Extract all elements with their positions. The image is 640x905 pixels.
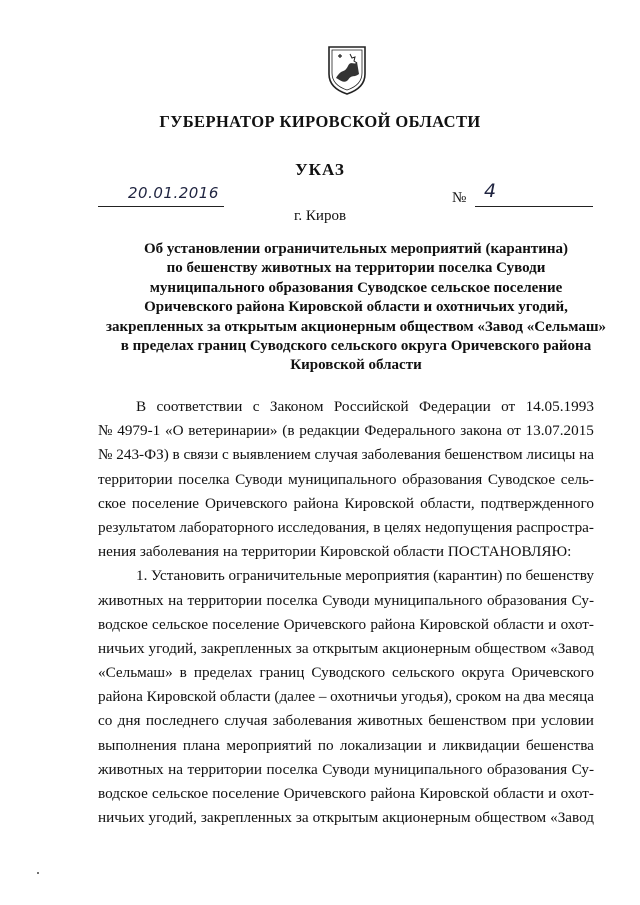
body-word: района	[98, 688, 143, 706]
body-word: ничьих	[98, 639, 145, 657]
title-line: в пределах границ Суводского сельского округа Оричевского района	[120, 338, 592, 355]
body-word: целях	[384, 518, 422, 536]
body-line	[98, 589, 594, 613]
body-word: Су-	[571, 591, 594, 609]
body-line	[98, 613, 594, 637]
body-word: района	[370, 785, 416, 802]
body-line	[98, 685, 594, 709]
body-word: водское	[98, 785, 148, 802]
body-word: подтвержденного	[480, 494, 594, 512]
body-word: Суводи	[322, 760, 370, 778]
body-line	[98, 709, 594, 733]
body-word: Оричевского	[511, 664, 594, 682]
body-word: плана	[182, 736, 221, 754]
body-word: 13.07.2015	[525, 422, 594, 440]
body-word: на	[579, 446, 594, 464]
body-word: Кировской	[344, 494, 415, 512]
body-word: Законом	[269, 398, 324, 415]
body-word: границ	[259, 664, 305, 682]
body-word: случая	[224, 712, 268, 730]
body-word: сельского	[392, 664, 455, 682]
body-word: исследования,	[277, 518, 370, 536]
body-word: сельское	[152, 615, 209, 633]
body-word: угодья),	[401, 688, 453, 706]
body-word: животных	[98, 591, 164, 609]
body-word: Оричевского	[204, 494, 288, 512]
body-line	[98, 395, 594, 419]
title-line: Об установлении ограничительных мероприятий (карантина)	[143, 241, 568, 257]
body-word: муниципального	[288, 470, 397, 488]
body-word: от	[501, 398, 516, 415]
body-word: акционерным	[382, 639, 471, 657]
body-word: месяца	[548, 688, 594, 706]
body-word: №	[98, 446, 113, 464]
body-word: на	[168, 591, 183, 609]
body-word: Российской	[333, 398, 409, 415]
body-word: территории	[187, 591, 263, 609]
body-word: поселение	[212, 615, 280, 633]
body-word: при	[511, 712, 536, 730]
body-word: Суводское	[487, 470, 556, 488]
body-word: в	[179, 664, 187, 682]
body-word: муниципального	[374, 591, 483, 609]
body-word: водское	[98, 615, 148, 633]
body-word: (далее	[274, 688, 316, 706]
body-word: образования	[402, 470, 483, 488]
body-word: 1.	[136, 567, 148, 585]
body-line	[98, 637, 594, 661]
body-word: Суводского	[311, 664, 386, 682]
body-word: 14.05.1993	[525, 398, 594, 415]
body-word: бешенством	[444, 446, 523, 464]
body-word: «Сельмаш»	[98, 664, 173, 682]
body-word: по	[506, 567, 522, 585]
body-word: пределах	[193, 664, 253, 682]
body-word: животных	[98, 760, 164, 778]
body-word: Суводи	[322, 591, 370, 609]
body-word: недопущения	[425, 518, 513, 536]
body-line	[98, 564, 594, 588]
body-word: в	[373, 518, 381, 536]
number-label: №	[452, 190, 467, 206]
decree-title	[96, 240, 616, 376]
body-word: сель-	[560, 470, 594, 488]
body-word: редакции	[299, 422, 360, 440]
body-word: Су-	[571, 760, 594, 778]
body-word: ограничительные	[228, 567, 342, 585]
title-line: закрепленных за открытым акционерным обществом «Завод «Сельмаш»	[105, 318, 607, 335]
body-word: округа	[461, 664, 505, 682]
body-word: поселка	[178, 470, 230, 488]
body-word: ветеринарии»	[188, 422, 278, 440]
decree-body	[98, 395, 594, 830]
body-word: условии	[540, 712, 594, 730]
body-word: два	[523, 688, 545, 706]
body-word: муниципального	[374, 760, 483, 778]
body-word: случая	[314, 446, 358, 464]
body-word: с	[222, 446, 229, 464]
body-word: области	[493, 615, 545, 633]
body-word: Установить	[151, 567, 225, 585]
body-line	[98, 806, 594, 830]
body-word: распростра-	[516, 518, 594, 536]
body-word: области,	[420, 494, 475, 512]
body-word: обществом	[474, 809, 547, 827]
body-word: угодий,	[148, 809, 197, 827]
title-line: Оричевского района Кировской области и охотничьих угодий,	[144, 299, 568, 316]
body-line	[98, 734, 594, 758]
scan-speck	[37, 872, 39, 874]
city-line: г. Киров	[293, 208, 347, 224]
body-word: на	[504, 688, 520, 706]
body-word: ликвидации	[442, 736, 520, 754]
body-word: (карантин)	[433, 567, 503, 585]
body-word: Кировской	[419, 785, 490, 802]
body-word: по	[317, 736, 334, 754]
body-word: ничьих	[98, 809, 145, 827]
body-word: открытым	[312, 639, 379, 657]
body-word: Суводи	[235, 470, 283, 488]
body-word: локализации	[339, 736, 422, 754]
body-word: связи	[183, 446, 219, 464]
body-word: Оричевского	[283, 615, 367, 633]
body-word: района	[370, 615, 416, 633]
body-word: Федерального	[364, 422, 456, 440]
body-word: Оричевского	[283, 785, 367, 802]
title-line: Кировской области	[290, 357, 422, 374]
body-word: закона	[460, 422, 503, 440]
body-line	[98, 468, 594, 492]
body-word: бешенством	[428, 712, 507, 730]
body-word: области	[219, 688, 271, 706]
body-word: Кировской	[419, 615, 490, 633]
body-word: территории	[187, 760, 263, 778]
body-word: и	[548, 785, 557, 802]
body-word: и	[428, 736, 437, 754]
body-word: и	[548, 615, 557, 633]
body-word: территории	[98, 470, 173, 488]
body-word: охот-	[560, 615, 594, 633]
body-word: В	[136, 398, 147, 415]
body-word: 243-ФЗ)	[116, 446, 169, 464]
body-word: заболевания	[272, 712, 352, 730]
body-word: от	[506, 422, 521, 440]
body-word: дня	[117, 712, 141, 730]
body-word: за	[295, 809, 309, 827]
body-word: поселка	[266, 760, 318, 778]
body-word: района	[293, 494, 339, 512]
body-word: области	[493, 785, 545, 802]
handwritten-number: 4	[484, 180, 497, 202]
body-word: закрепленных	[200, 639, 292, 657]
handwritten-date: 20.01.2016	[128, 184, 219, 202]
body-word: заболевания	[361, 446, 441, 464]
body-word: результатом	[98, 518, 176, 536]
body-word: образования	[487, 760, 568, 778]
body-word: соответствии	[156, 398, 243, 415]
body-line	[98, 661, 594, 685]
body-word: Федерации	[419, 398, 491, 415]
issuing-authority: ГУБЕРНАТОР КИРОВСКОЙ ОБЛАСТИ	[159, 112, 481, 131]
body-word: образования	[487, 591, 568, 609]
body-word: выполнения	[98, 736, 177, 754]
body-word: сельское	[152, 785, 209, 802]
body-word: 4979-1	[117, 422, 161, 440]
body-word: лисицы	[526, 446, 576, 464]
body-word: №	[98, 422, 113, 440]
title-line: муниципального образования Суводское сельское поселение	[149, 279, 563, 296]
body-word: со	[98, 712, 113, 730]
coat-of-arms-icon	[326, 44, 368, 96]
body-word: на	[168, 760, 183, 778]
body-line	[98, 516, 594, 540]
body-line: нения заболевания на территории Кировской области ПОСТАНОВЛЯЮ:	[98, 543, 572, 561]
body-word: выявлением	[232, 446, 311, 464]
body-word: охот-	[560, 785, 594, 802]
body-word: бешенства	[526, 736, 594, 754]
body-word: в	[172, 446, 180, 464]
body-word: (в	[282, 422, 295, 440]
body-word: закрепленных	[200, 809, 292, 827]
body-word: угодий,	[148, 639, 197, 657]
body-line	[98, 443, 594, 467]
body-word: «Завод	[550, 809, 594, 827]
body-word: с	[252, 398, 260, 415]
body-word: поселение	[131, 494, 199, 512]
body-line	[98, 782, 594, 806]
body-line	[98, 492, 594, 516]
title-line: по бешенству животных на территории поселка Суводи	[166, 260, 546, 277]
document-type: УКАЗ	[295, 160, 345, 179]
body-line	[98, 419, 594, 443]
body-word: ское	[98, 494, 126, 512]
body-word: поселение	[212, 785, 280, 802]
body-word: открытым	[312, 809, 379, 827]
body-word: охотничьи	[330, 688, 398, 706]
body-word: «Завод	[550, 639, 594, 657]
body-line	[98, 758, 594, 782]
body-word: поселка	[266, 591, 318, 609]
body-word: лабораторного	[179, 518, 274, 536]
body-word: за	[295, 639, 309, 657]
body-word: Кировской	[146, 688, 217, 706]
body-word: бешенству	[525, 567, 594, 585]
body-word: животных	[357, 712, 423, 730]
body-word: последнего	[145, 712, 219, 730]
body-word: акционерным	[382, 809, 471, 827]
body-word: мероприятия	[345, 567, 430, 585]
body-word: «О	[165, 422, 184, 440]
body-word: сроком	[455, 688, 502, 706]
body-word: обществом	[474, 639, 547, 657]
body-word: мероприятий	[226, 736, 312, 754]
body-word: –	[318, 688, 327, 706]
